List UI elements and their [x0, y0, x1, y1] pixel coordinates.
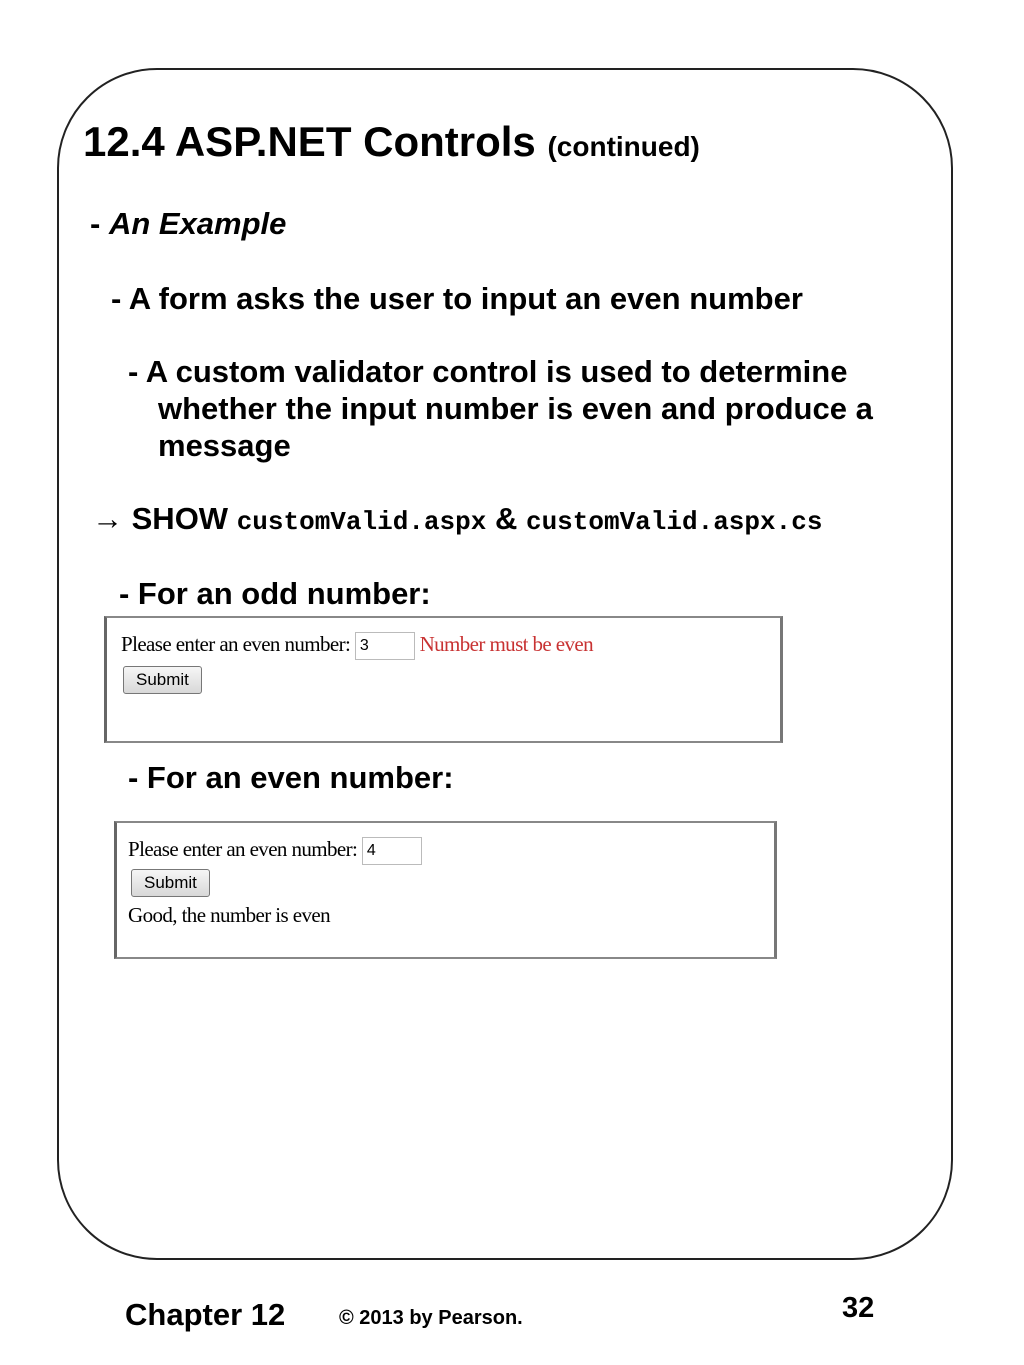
- subheading: - An Example: [90, 206, 287, 241]
- prompt-label: Please enter an even number:: [128, 837, 358, 861]
- footer-chapter: Chapter 12: [125, 1297, 286, 1332]
- result-message: Good, the number is even: [128, 903, 330, 927]
- even-label: - For an even number:: [128, 760, 454, 795]
- bullet-2-line-1: - A custom validator control is used to determine: [128, 354, 848, 389]
- title-suffix: (continued): [547, 131, 700, 162]
- file-aspx-cs: customValid.aspx.cs: [525, 507, 823, 537]
- footer-copyright: © 2013 by Pearson.: [339, 1307, 523, 1329]
- number-input[interactable]: 3: [355, 632, 415, 660]
- even-form-screenshot: [114, 821, 777, 959]
- show-line: → SHOW customValid.aspx & customValid.aspx.cs: [92, 501, 823, 537]
- error-message: Number must be even: [419, 632, 594, 656]
- number-input[interactable]: 4: [362, 837, 422, 865]
- submit-button[interactable]: Submit: [123, 666, 202, 694]
- prompt-label: Please enter an even number:: [121, 632, 351, 656]
- page-number: 32: [842, 1292, 875, 1324]
- file-aspx: customValid.aspx: [236, 507, 487, 537]
- odd-form-screenshot: [104, 616, 783, 743]
- submit-button[interactable]: Submit: [131, 869, 210, 897]
- slide-title: 12.4 ASP.NET Controls (continued): [83, 118, 700, 165]
- bullet-2-line-3: message: [158, 428, 291, 463]
- odd-label: - For an odd number:: [119, 576, 431, 611]
- bullet-1: - A form asks the user to input an even number: [111, 281, 803, 316]
- arrow-right-icon: →: [92, 501, 123, 536]
- bullet-2-line-2: whether the input number is even and produce a: [158, 391, 873, 426]
